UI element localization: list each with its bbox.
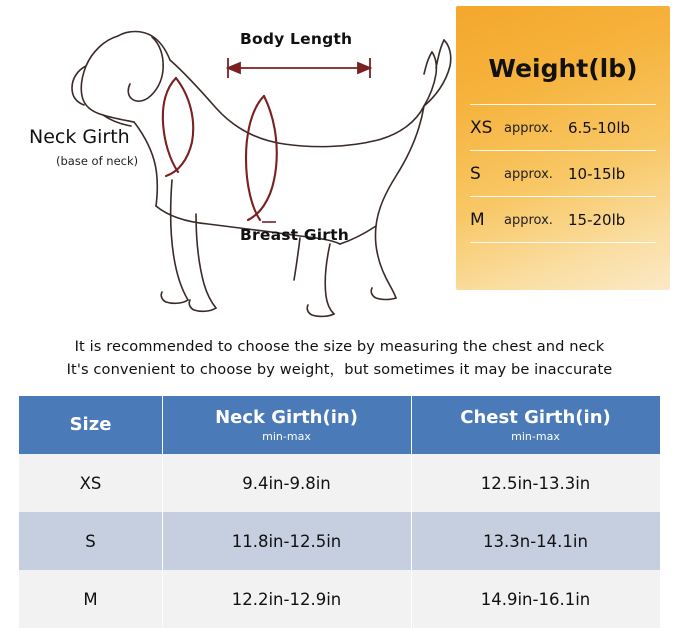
weight-panel-divider [470,242,656,243]
table-row [19,512,660,570]
weight-row-size: XS [470,118,493,138]
cell-size: XS [19,454,162,512]
weight-row [470,150,656,197]
weight-row-approx: approx. [504,166,553,182]
weight-row-approx: approx. [504,212,553,228]
column-header-size: Size [19,396,162,454]
cell-chest-girth: 12.5in-13.3in [411,454,660,512]
weight-row-approx: approx. [504,120,553,136]
cell-chest-girth: 13.3n-14.1in [411,512,660,570]
label-neck-girth-sublabel: (base of neck) [56,154,139,168]
weight-row-value: 6.5-10lb [568,119,631,137]
column-header-chest-girth: Chest Girth(in) min-max [411,396,660,454]
recommendation-line-1: It is recommended to choose the size by measuring the chest and neck [74,338,605,355]
weight-panel-title: Weight(lb) [488,54,638,83]
cell-neck-girth: 9.4in-9.8in [162,454,411,512]
cell-size: S [19,512,162,570]
size-table [19,396,660,628]
cell-neck-girth: 11.8in-12.5in [162,512,411,570]
size-table-body [19,454,660,628]
size-table-header [19,396,660,454]
recommendation-text [0,335,679,381]
column-header-neck-girth: Neck Girth(in) min-max [162,396,411,454]
table-row [19,454,660,512]
table-header-row [19,396,660,454]
label-body-length: Body Length [240,30,353,48]
weight-row [470,196,656,243]
label-neck-girth: Neck Girth [29,126,130,148]
weight-row-size: S [470,164,481,184]
weight-row-size: M [470,210,485,230]
weight-row [470,104,656,151]
label-breast-girth: Breast Girth [240,226,349,244]
cell-size: M [19,570,162,628]
table-row [19,570,660,628]
recommendation-line-2: It's convenient to choose by weight，but sometimes it may be inaccurate [66,361,613,378]
weight-panel [456,6,670,290]
cell-neck-girth: 12.2in-12.9in [162,570,411,628]
cell-chest-girth: 14.9in-16.1in [411,570,660,628]
weight-row-value: 15-20lb [568,211,626,229]
weight-row-value: 10-15lb [568,165,626,183]
